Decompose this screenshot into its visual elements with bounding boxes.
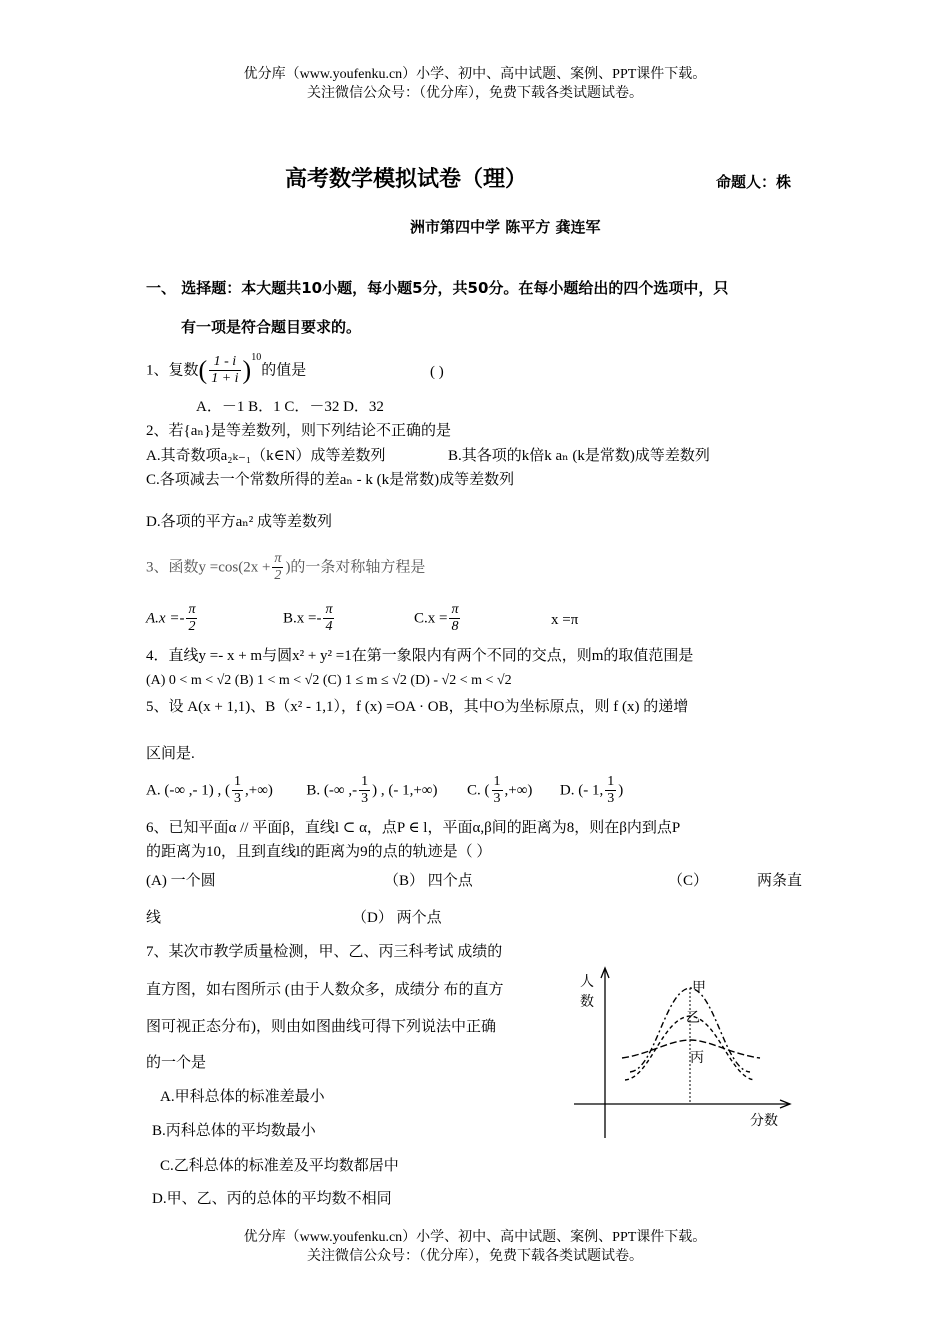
q4-options: (A) 0 < m < √2 (B) 1 < m < √2 (C) 1 ≤ m ≤ √2 (D) - √2 < m < √2: [146, 673, 512, 688]
q2-option-b: B.其各项的k倍k aₙ (k是常数)成等差数列: [448, 448, 710, 464]
q7-option-c: C.乙科总体的标准差及平均数都居中: [160, 1158, 399, 1174]
section-heading: 一、 选择题：本大题共10小题，每小题5分，共50分。在每小题给出的四个选项中，只: [146, 279, 729, 297]
question-6: 6、已知平面α // 平面β，直线l ⊂ α，点P ∈ l，平面α,β间的距离为8，则在β内到点P: [146, 820, 681, 836]
question-5: 5、设 A(x + 1,1)、B（x² - 1,1），f (x) =OA · OB，其中O为坐标原点，则 f (x) 的递增: [146, 699, 689, 715]
q1-answer-paren: ( ): [430, 364, 444, 380]
q1-suffix: 的值是: [261, 362, 307, 379]
question-4: 4．直线y =- x + m与圆x² + y² =1在第一象限内有两个不同的交点，则m的取值范围是: [146, 648, 694, 664]
x-label: 分数: [750, 1113, 778, 1129]
question-7-l2: 直方图，如右图所示 (由于人数众多，成绩分 布的直方: [146, 982, 504, 998]
question-1: 1、复数( $\frac{1 - i}{1 + i}$ )$^{10}$的值是: [146, 352, 307, 387]
q1-prefix: 1、复数: [146, 362, 199, 379]
q2-option-c: C.各项减去一个常数所得的差aₙ - k (k是常数)成等差数列: [146, 472, 515, 488]
q1-exponent: 10: [251, 352, 262, 363]
q5-options: A. (-∞ ,- 1) , ( $\frac{1}{3}$ ,+∞) B. (-∞ ,- $\frac{1}{3}$ ) , (- 1,+∞) C. ( $\frac{1}{3}$ ,+∞) D. (- 1, $\frac{1}{3}$ ): [146, 774, 624, 806]
question-2: 2、若{aₙ}是等差数列，则下列结论不正确的是: [146, 423, 452, 439]
question-7-l3: 图可视正态分布)，则由如图曲线可得下列说法中正确: [146, 1019, 496, 1035]
q2-option-a: A.其奇数项a₂ₖ₋₁（k∈N）成等差数列: [146, 448, 386, 464]
header-line-2: 关注微信公众号：（优分库），免费下载各类试题试卷。: [307, 86, 643, 101]
header-line-1: 优分库（www.youfenku.cn）小学、初中、高中试题、案例、PPT课件下载。: [243, 67, 707, 82]
q7-option-d: D.甲、乙、丙的总体的平均数不相同: [152, 1191, 392, 1207]
q3-option-b: B.x =- $\frac{\pi}{4}$: [283, 602, 333, 634]
normal-distribution-figure: [570, 960, 800, 1140]
question-7-l4: 的一个是: [146, 1055, 207, 1071]
author-line-2: 洲市第四中学 陈平方 龚连军: [410, 218, 601, 236]
y-label-1: 人: [580, 974, 594, 990]
footer-line-1: 优分库（www.youfenku.cn）小学、初中、高中试题、案例、PPT课件下载。: [243, 1230, 707, 1245]
q2-option-d: D.各项的平方aₙ² 成等差数列: [146, 514, 332, 530]
author-label: 命题人：株: [716, 173, 792, 191]
footer-line-2: 关注微信公众号：（优分库），免费下载各类试题试卷。: [307, 1249, 643, 1264]
q6-option-a: (A) 一个圆: [146, 873, 216, 889]
q1-options: A．－1 B．1 C．－32 D．32: [196, 399, 384, 415]
question-5-cont: 区间是.: [146, 746, 195, 762]
curve-label-yi: 乙: [686, 1010, 700, 1026]
q3-option-d: x =π: [551, 612, 579, 628]
q6-option-c-text: 两条直: [757, 873, 803, 889]
question-6-cont: 的距离为10，且到直线l的距离为9的点的轨迹是（ ）: [146, 844, 492, 860]
q1-fraction: $\frac{1 - i}{1 + i}$: [211, 354, 239, 387]
q3-option-a: A.x =- $\frac{\pi}{2}$: [146, 602, 196, 634]
curve-label-jia: 甲: [692, 980, 706, 996]
page-title: 高考数学模拟试卷（理）: [285, 167, 528, 192]
question-3: 3、函数y =cos(2x + $\frac{\pi}{2}$ )的一条对称轴方程是: [146, 551, 426, 583]
curve-label-bing: 丙: [690, 1050, 704, 1066]
q6-option-c: （C）: [668, 873, 709, 889]
q7-option-a: A.甲科总体的标准差最小: [160, 1089, 325, 1105]
q3-option-c: C.x = $\frac{\pi}{8}$: [414, 602, 459, 634]
y-label-2: 数: [580, 994, 594, 1010]
q6-option-c-cont: 线: [146, 910, 162, 926]
q6-option-b: （B） 四个点: [384, 873, 473, 889]
question-7: 7、某次市教学质量检测，甲、乙、丙三科考试 成绩的: [146, 944, 503, 960]
section-heading-cont: 有一项是符合题目要求的。: [181, 318, 362, 336]
q7-option-b: B.丙科总体的平均数最小: [152, 1123, 316, 1139]
q6-option-d: （D） 两个点: [352, 910, 442, 926]
